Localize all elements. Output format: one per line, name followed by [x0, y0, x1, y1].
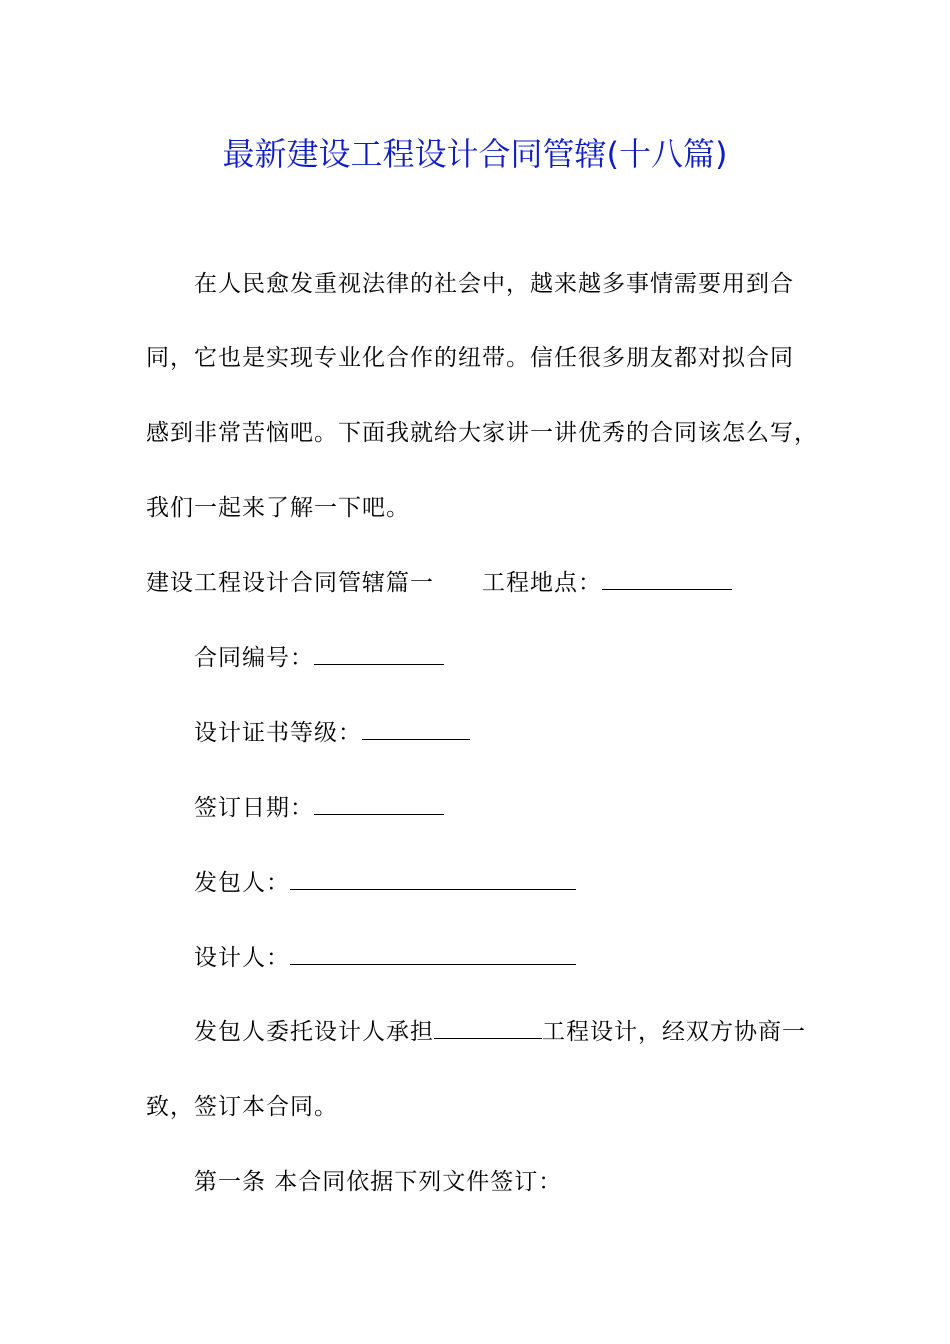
location-blank [602, 567, 732, 590]
section-heading: 建设工程设计合同管辖篇一 [146, 570, 434, 596]
client-line [194, 866, 576, 900]
section-heading-line [146, 566, 732, 600]
client-label: 发包人： [194, 870, 290, 896]
sign-date-label: 签订日期： [194, 795, 314, 821]
cert-level-blank [362, 717, 470, 740]
designer-blank [290, 942, 576, 965]
contract-no-line [194, 641, 444, 675]
client-blank [290, 867, 576, 890]
contract-no-blank [314, 642, 444, 665]
cert-level-label: 设计证书等级： [194, 720, 362, 746]
body-para-1-part-1: 发包人委托设计人承担 [194, 1019, 434, 1045]
body-para-1-line-1 [194, 1015, 806, 1049]
article-1: 第一条 本合同依据下列文件签订： [194, 1169, 563, 1195]
cert-level-line [194, 716, 470, 750]
intro-line-1: 在人民愈发重视法律的社会中，越来越多事情需要用到合 [194, 271, 794, 297]
intro-line-2: 同，它也是实现专业化合作的纽带。信任很多朋友都对拟合同 [146, 345, 794, 371]
designer-label: 设计人： [194, 945, 290, 971]
location-label: 工程地点： [482, 570, 602, 596]
contract-no-label: 合同编号： [194, 645, 314, 671]
sign-date-line [194, 791, 444, 825]
project-blank [434, 1016, 542, 1039]
designer-line [194, 941, 576, 975]
body-para-1-part-2: 工程设计，经双方协商一 [542, 1019, 806, 1045]
document-title: 最新建设工程设计合同管辖(十八篇) [222, 135, 728, 173]
intro-line-3: 感到非常苦恼吧。下面我就给大家讲一讲优秀的合同该怎么写， [146, 420, 818, 446]
body-para-1-line-2: 致，签订本合同。 [146, 1094, 338, 1120]
sign-date-blank [314, 792, 444, 815]
intro-line-4: 我们一起来了解一下吧。 [146, 495, 410, 521]
